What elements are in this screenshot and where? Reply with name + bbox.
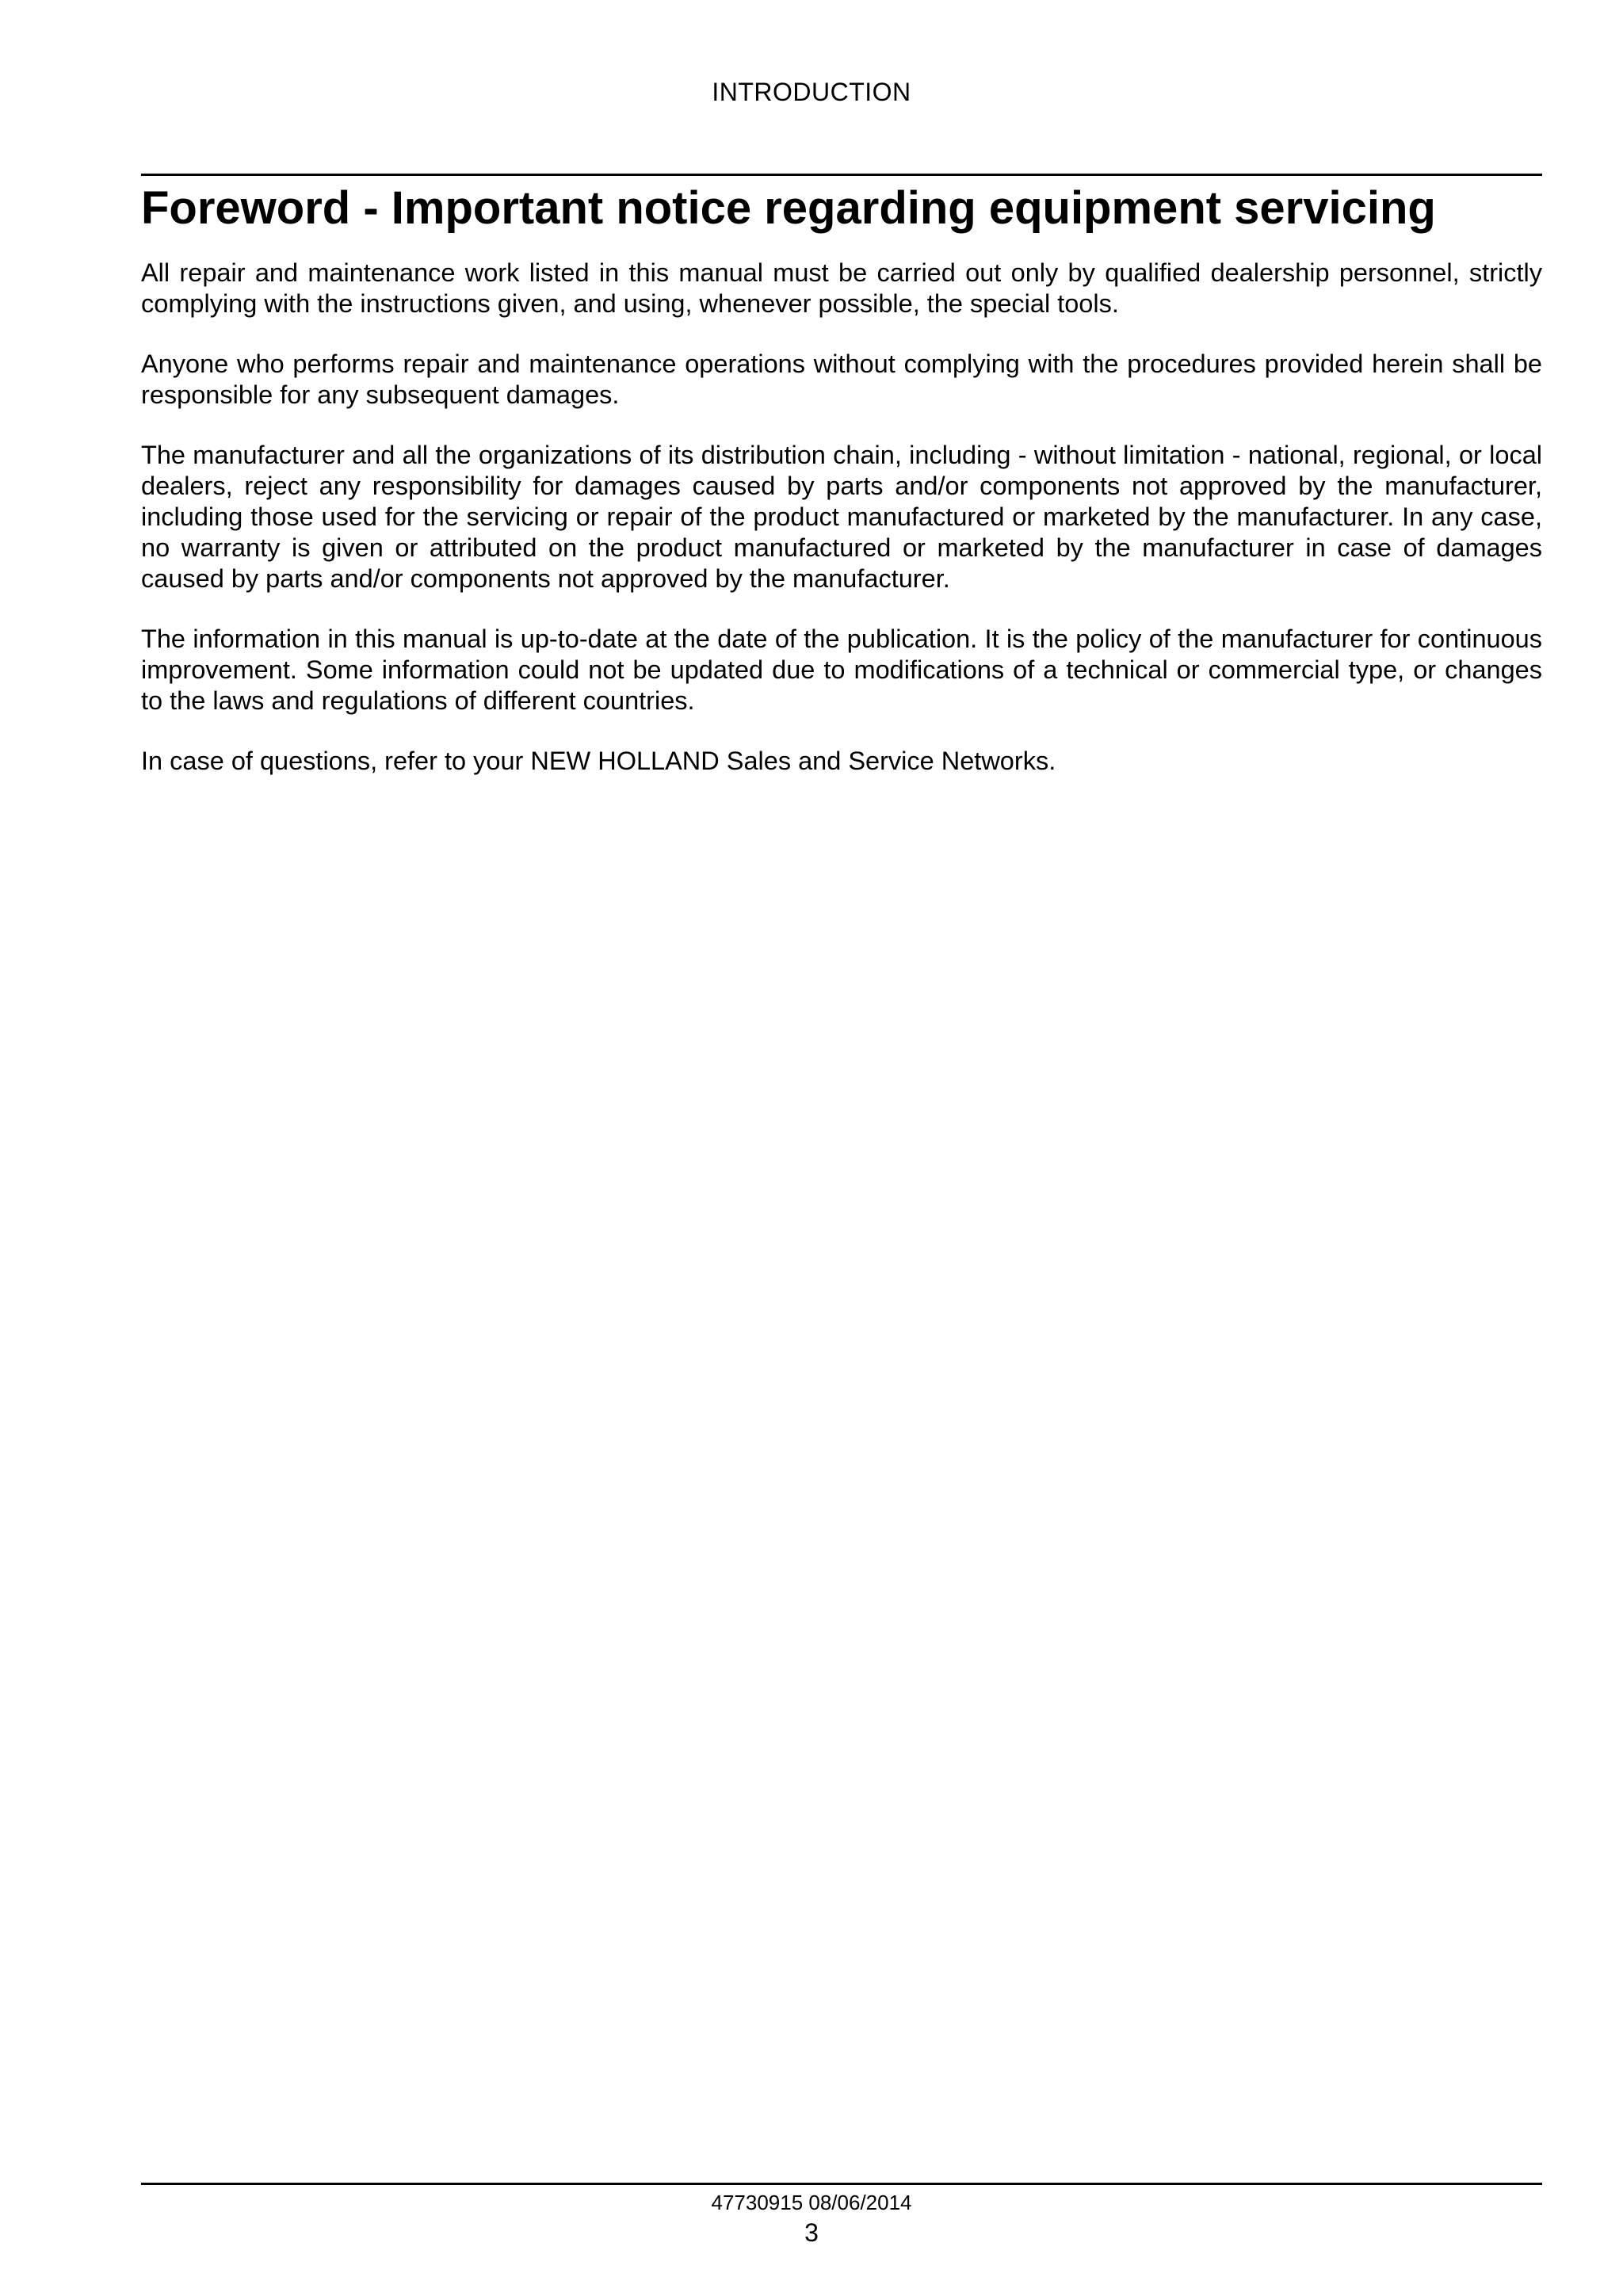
header-rule — [141, 174, 1542, 176]
paragraph-responsibility: Anyone who performs repair and maintenance operations without complying with the procedures provided herein shall be responsible for any subsequent damages. — [141, 350, 1542, 409]
running-header: INTRODUCTION — [712, 78, 911, 106]
footer-document-id: 47730915 08/06/2014 — [711, 2191, 912, 2214]
paragraph-manufacturer-liability: The manufacturer and all the organizations of its distribution chain, including - without limitation - national, regional, or local dealers, reject any responsibility for damages caused by parts and/or components not approved by the manufacturer, including those used for the servicing or repair of the product manufactured or marketed by the manufacturer. In any case, no warranty is given or attributed on the product manufactured or marketed by the manufacturer in case of damages caused by parts and/or components not approved by the manufacturer. — [141, 441, 1542, 593]
section-title: Foreword - Important notice regarding equipment servicing — [141, 182, 1436, 234]
page-number: 3 — [804, 2218, 819, 2247]
paragraph-qualified-personnel: All repair and maintenance work listed in this manual must be carried out only by qualified dealership personnel, strictly complying with the instructions given, and using, whenever possible, the special tools. — [141, 258, 1542, 318]
body-text — [141, 258, 1542, 806]
paragraph-information-currency: The information in this manual is up-to-date at the date of the publication. It is the policy of the manufacturer for continuous improvement. Some information could not be updated due to modifications of a technical or commercial type, or changes to the laws and regulations of different countries. — [141, 625, 1542, 715]
paragraph-questions: In case of questions, refer to your NEW HOLLAND Sales and Service Networks. — [141, 747, 1056, 775]
footer-rule — [141, 2183, 1542, 2185]
